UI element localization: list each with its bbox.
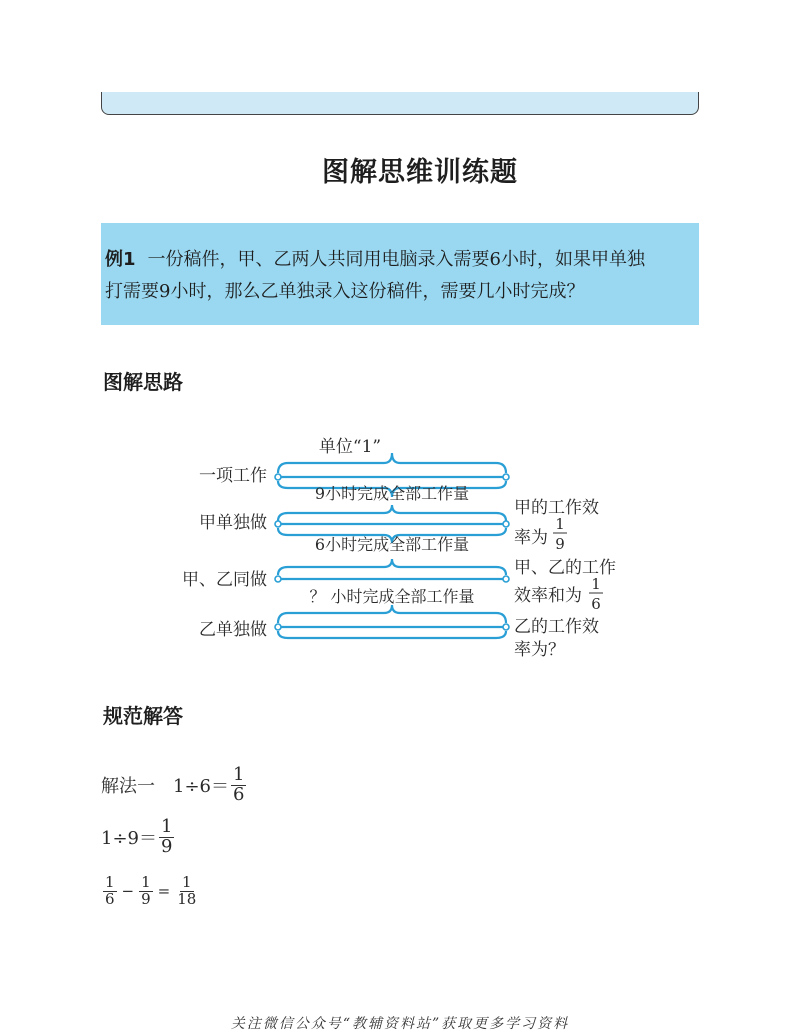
frac-num: 1 — [233, 764, 245, 785]
note-jia-num: 1 — [555, 515, 565, 533]
solution-line-3 — [101, 875, 200, 908]
top-banner-strip — [101, 92, 699, 115]
minus-sign: − — [121, 882, 135, 901]
frac-den: 6 — [233, 783, 245, 805]
method-label: 解法一 — [101, 776, 155, 798]
row-endpoint-1a — [275, 474, 281, 480]
frac-c — [175, 875, 198, 908]
row-endpoint-1b — [503, 474, 509, 480]
frac-num: 1 — [161, 816, 173, 837]
note-both-line1: 甲、乙的工作 — [514, 558, 616, 578]
line-segment-diagram — [150, 425, 650, 670]
frac-den: 9 — [141, 889, 151, 908]
solution-2-expr: 1÷9＝ — [101, 828, 157, 850]
brace-2-up — [278, 505, 506, 521]
brace-3-up — [278, 559, 506, 575]
row-label-1: 一项工作 — [199, 466, 267, 486]
footer-note: 关注微信公众号“教辅资料站”获取更多学习资料 — [230, 1016, 570, 1032]
row-label-2: 甲单独做 — [199, 513, 267, 533]
frac-den: 9 — [161, 835, 173, 857]
example-box — [101, 223, 699, 325]
answer-heading: 规范解答 — [103, 704, 183, 728]
frac-den: 18 — [177, 889, 197, 908]
row-label-3: 甲、乙同做 — [182, 570, 267, 590]
example-line-2: 打需要9小时，那么乙单独录入这份稿件，需要几小时完成？ — [105, 281, 585, 302]
row-endpoint-2a — [275, 521, 281, 527]
frac-den: 6 — [105, 889, 115, 908]
example-line-1 — [105, 244, 693, 276]
note-both-num: 1 — [591, 575, 601, 593]
note-yi-line2: 率为？ — [514, 640, 565, 660]
example-text-1: 一份稿件，甲、乙两人共同用电脑录入需要6小时，如果甲单独 — [147, 249, 645, 270]
unit-label: 单位“1” — [318, 437, 382, 457]
note-jia-line2: 率为 — [514, 528, 548, 548]
frac-num: 1 — [141, 873, 151, 891]
unit-brace — [278, 453, 506, 473]
solution-line-2 — [101, 818, 176, 857]
row-endpoint-3b — [503, 576, 509, 582]
equals-sign: = — [157, 882, 171, 901]
brace-4-up — [278, 605, 506, 623]
row-label-4: 乙单独做 — [199, 620, 267, 640]
row-endpoint-2b — [503, 521, 509, 527]
frac-b — [139, 875, 153, 908]
row-endpoint-4b — [503, 624, 509, 630]
frac-num: 1 — [182, 873, 192, 891]
example-tag: 例1 — [105, 249, 136, 270]
solution-1-fraction — [231, 766, 246, 805]
brace-4-down — [278, 631, 506, 638]
solution-line-1 — [101, 766, 248, 805]
page-title: 图解思维训练题 — [322, 157, 518, 188]
row-endpoint-4a — [275, 624, 281, 630]
note-yi-line1: 乙的工作效 — [514, 617, 599, 637]
mid-label-3: ？ 小时完成全部工作量 — [309, 587, 475, 606]
solution-2-fraction — [159, 818, 174, 857]
note-jia-line1: 甲的工作效 — [514, 498, 599, 518]
diagram-heading: 图解思路 — [103, 370, 183, 394]
frac-num: 1 — [105, 873, 115, 891]
frac-a — [103, 875, 117, 908]
mid-label-2: 6小时完成全部工作量 — [314, 535, 470, 554]
mid-label-1: 9小时完成全部工作量 — [314, 484, 470, 503]
row-endpoint-3a — [275, 576, 281, 582]
note-both-den: 6 — [591, 595, 601, 613]
solution-1-expr: 1÷6＝ — [173, 776, 229, 798]
note-jia-den: 9 — [555, 535, 565, 553]
note-both-line2: 效率和为 — [514, 586, 582, 606]
